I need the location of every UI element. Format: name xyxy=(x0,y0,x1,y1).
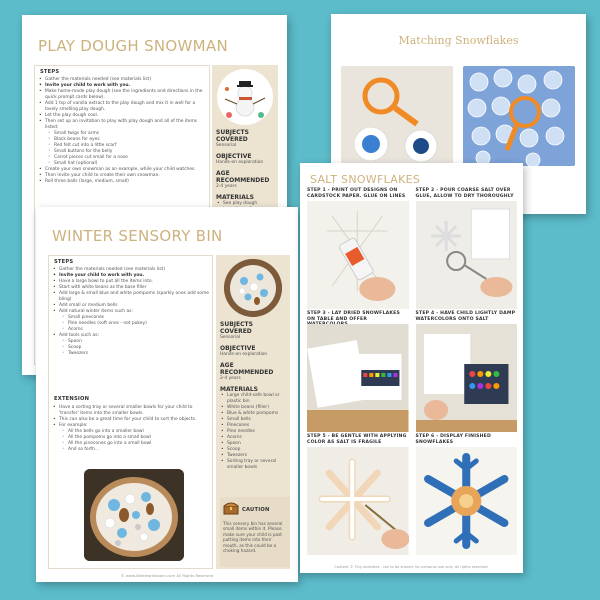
page-footer: © www.littlelearnbloom.com All Rights Reserved xyxy=(120,573,214,578)
list-item: • Tweezers xyxy=(220,453,286,459)
list-item: ◦ All the pinecones go into a small bowl xyxy=(52,441,210,447)
list-item: • Add large & small blue and white pompoms (sparkly ones add some bling) xyxy=(52,291,210,303)
list-item: • Roll three balls (large, medium, small) xyxy=(38,179,206,185)
step-label: STEP 4 - HAVE CHILD LIGHTLY DAMP WATERCOLORS ONTO SALT xyxy=(415,311,516,322)
snowman-photo xyxy=(217,69,273,125)
list-item: ◦ All the pompoms go into a small bowl xyxy=(52,435,210,441)
step-photo xyxy=(307,201,409,309)
step-label: STEP 5 - BE GENTLE WITH APPLYING COLOR AS SALT IS FRAGILE xyxy=(307,434,407,445)
sheet-winter-sensory-bin xyxy=(36,207,298,582)
extension-list xyxy=(52,405,210,453)
list-item: ◦ Scoop xyxy=(52,345,210,351)
list-item: • Sorting tray or several smaller bowls xyxy=(220,459,286,471)
caution-text: This sensory bin has several small items within it. Please make sure your child is past putting items into their mouth, as this could be a choking hazard. xyxy=(223,521,283,554)
step-label: STEP 6 - DISPLAY FINISHED SNOWFLAKES xyxy=(415,434,492,445)
sheet-salt-snowflakes xyxy=(300,163,523,573)
step-grid xyxy=(307,188,517,555)
list-item: • White beans (filler) xyxy=(220,405,286,411)
list-item: • This can also be a great time for your child to sort the objects. xyxy=(52,417,210,423)
step-card xyxy=(307,188,409,309)
list-item: • Spoon xyxy=(220,441,286,447)
list-item: ◦ Tweezers xyxy=(52,351,210,357)
steps-label: STEPS xyxy=(54,259,74,265)
list-item: • For example: xyxy=(52,423,210,429)
step-photo xyxy=(307,324,409,432)
objective-value: Hands-on exploration xyxy=(216,160,264,165)
age-label: AGE RECOMMENDED xyxy=(220,362,274,376)
page-title: PLAY DOUGH SNOWMAN xyxy=(38,37,228,55)
list-item: • Gather the materials needed (see materials list) xyxy=(52,267,210,273)
objective-label: OBJECTIVE xyxy=(216,153,252,160)
step-label: STEP 1 - PRINT OUT DESIGNS ON CARDSTOCK PAPER. GLUE ON LINES xyxy=(307,188,406,199)
list-item: ◦ And so forth... xyxy=(52,447,210,453)
list-item: • Let the play dough cool. xyxy=(38,113,206,119)
list-item: • Invite your child to work with you. xyxy=(38,83,206,89)
page-title: Matching Snowflakes xyxy=(398,34,519,47)
list-item: ◦ Pine needles (soft ones - not pokey) xyxy=(52,321,210,327)
list-item: • Have a sorting tray or several smaller bowls for your child to 'transfer' items into the smaller bowls. xyxy=(52,405,210,417)
list-item: • Add natural winter items such as: xyxy=(52,309,210,315)
extension-label: EXTENSION xyxy=(54,396,90,402)
age-label: AGE RECOMMENDED xyxy=(216,170,270,184)
list-item: • Invite your child to work with you. xyxy=(52,273,210,279)
list-item: • Have a large bowl to put all the items into. xyxy=(52,279,210,285)
list-item: ◦ Acorns xyxy=(52,327,210,333)
step-photo xyxy=(307,447,409,555)
list-item: • Add 1 tsp of vanilla extract to the play dough and mix it in well for a lovely smelling play dough. xyxy=(38,101,206,113)
page-title: WINTER SENSORY BIN xyxy=(52,227,223,245)
list-item: • Create your own snowman as an example, while your child watches. xyxy=(38,167,206,173)
steps-list xyxy=(38,77,206,185)
list-item: ◦ Small twigs for arms xyxy=(38,131,206,137)
steps-label: STEPS xyxy=(40,69,60,75)
sensory-bin-photo xyxy=(84,469,184,561)
step-card xyxy=(307,434,409,555)
snowflake-cards-photo xyxy=(463,66,575,166)
list-item: ◦ Small pinecones xyxy=(52,315,210,321)
list-item: • Scoop xyxy=(220,447,286,453)
materials-label: MATERIALS xyxy=(220,386,258,393)
list-item: • Make home-made play dough (see the ingredients and directions in the quick prompt cards below). xyxy=(38,89,206,101)
subjects-value: Sensorial xyxy=(216,143,237,148)
list-item: ◦ Black beans for eyes xyxy=(38,137,206,143)
age-value: 2-4 years xyxy=(220,376,241,381)
step-photo xyxy=(416,201,518,309)
list-item: ◦ Spoon xyxy=(52,339,210,345)
step-label: STEP 2 - POUR COARSE SALT OVER GLUE, ALLOW TO DRY THOROUGHLY xyxy=(415,188,514,199)
step-card xyxy=(416,188,518,309)
list-item: • Add small or medium bells xyxy=(52,303,210,309)
caution-label: CAUTION xyxy=(242,506,270,513)
subjects-value: Sensorial xyxy=(220,335,241,340)
list-item: • Pinecones xyxy=(220,423,286,429)
step-card xyxy=(416,311,518,432)
list-item: ◦ Small hat (optional) xyxy=(38,161,206,167)
list-item: • Blue & white pompoms xyxy=(220,411,286,417)
objective-value: Hands-on exploration xyxy=(220,352,268,357)
step-card xyxy=(416,434,518,555)
caution-box xyxy=(220,497,290,567)
list-item: • Start with white beans as the base filler xyxy=(52,285,210,291)
step-card xyxy=(307,311,409,432)
sensory-bowl-photo xyxy=(224,259,282,317)
page-title: SALT SNOWFLAKES xyxy=(310,173,421,186)
list-item: • Gather the materials needed (see materials list) xyxy=(38,77,206,83)
treasure-chest-icon xyxy=(223,500,239,519)
list-item: • Add tools such as: xyxy=(52,333,210,339)
objective-label: OBJECTIVE xyxy=(220,345,256,352)
subjects-label: SUBJECTS COVERED xyxy=(220,321,253,335)
step-photo xyxy=(416,324,518,432)
list-item: ◦ Small buttons for the belly xyxy=(38,149,206,155)
list-item: • Pine needles xyxy=(220,429,286,435)
list-item: • See play dough xyxy=(216,201,274,219)
list-item: • Acorns xyxy=(220,435,286,441)
list-item: ◦ Red felt cut into a little scarf xyxy=(38,143,206,149)
subjects-label: SUBJECTS COVERED xyxy=(216,129,249,143)
list-item: • Small bells xyxy=(220,417,286,423)
step-photo xyxy=(416,447,518,555)
list-item: • Large child-safe bowl or plastic bin xyxy=(220,393,286,405)
magnifier-photo xyxy=(341,66,453,166)
list-item: ◦ Carrot pieces cut small for a nose xyxy=(38,155,206,161)
list-item: ◦ All the bells go into a smaller bowl xyxy=(52,429,210,435)
list-item: • Then invite your child to create their own snowman. xyxy=(38,173,206,179)
step-label: STEP 3 - LAY DRIED SNOWFLAKES ON TABLE AND OFFER xyxy=(307,311,400,322)
materials-label: MATERIALS xyxy=(216,194,254,201)
steps-list xyxy=(52,267,210,357)
age-value: 2-4 years xyxy=(216,184,237,189)
materials-list xyxy=(220,393,286,471)
page-footer: Content © Tiny Activities - not to be shared; for personal use only. All rights reserved. xyxy=(334,565,489,569)
list-item: • Then set up an invitation to play with play dough and all of the items listed: xyxy=(38,119,206,131)
